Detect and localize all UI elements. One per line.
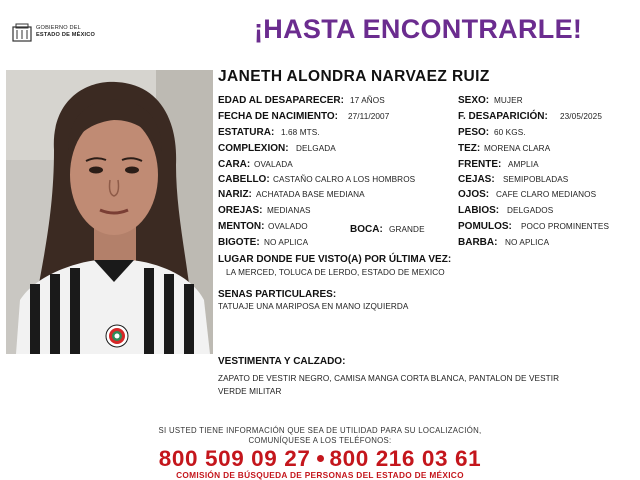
- disappearance-date-label: F. DESAPARICIÓN:: [458, 111, 548, 122]
- mustache-label: BIGOTE:: [218, 237, 260, 248]
- lips-label: LABIOS:: [458, 205, 500, 216]
- cheekbones-label: POMULOS:: [458, 221, 512, 232]
- age-value: 17 AÑOS: [350, 96, 385, 105]
- clothing-line-2: VERDE MILITAR: [218, 387, 282, 396]
- mustache-value: NO APLICA: [264, 238, 309, 247]
- marks-label: SENAS PARTICULARES:: [218, 289, 337, 300]
- government-logo: [12, 20, 124, 46]
- ears-value: MEDIANAS: [267, 206, 311, 215]
- gov-line-1: GOBIERNO DEL: [36, 25, 81, 31]
- mouth-value: GRANDE: [389, 225, 425, 234]
- lips-value: DELGADOS: [507, 206, 554, 215]
- chin-label: MENTON:: [218, 221, 265, 232]
- phone-numbers: [0, 446, 640, 472]
- disappearance-date-value: 23/05/2025: [560, 112, 602, 121]
- cheekbones-value: POCO PROMINENTES: [521, 222, 610, 231]
- sex-label: SEXO:: [458, 95, 490, 106]
- nose-value: ACHATADA BASE MEDIANA: [256, 190, 365, 199]
- nose-label: NARIZ:: [218, 189, 252, 200]
- height-value: 1.68 MTS.: [281, 128, 320, 137]
- eyes-label: OJOS:: [458, 189, 490, 200]
- separator-dot-icon: [317, 455, 324, 462]
- marks-value: TATUAJE UNA MARIPOSA EN MANO IZQUIERDA: [218, 302, 409, 311]
- face-label: CARA:: [218, 159, 251, 170]
- skin-label: TEZ:: [458, 143, 481, 154]
- build-label: COMPLEXION:: [218, 143, 289, 154]
- hair-label: CABELLO:: [218, 174, 270, 185]
- weight-value: 60 KGS.: [494, 128, 526, 137]
- clothing-label: VESTIMENTA Y CALZADO:: [218, 356, 346, 367]
- build-value: DELGADA: [296, 144, 336, 153]
- hair-value: CASTAÑO CALRO A LOS HOMBROS: [273, 175, 416, 184]
- height-label: ESTATURA:: [218, 127, 275, 138]
- birthdate-value: 27/11/2007: [348, 112, 390, 121]
- forehead-label: FRENTE:: [458, 159, 502, 170]
- eyes-value: CAFE CLARO MEDIANOS: [496, 190, 597, 199]
- forehead-value: AMPLIA: [508, 160, 539, 169]
- chin-value: OVALADO: [268, 222, 308, 231]
- skin-value: MORENA CLARA: [484, 144, 551, 153]
- mouth-label: BOCA:: [350, 224, 383, 235]
- headline: ¡HASTA ENCONTRARLE!: [254, 14, 583, 44]
- last-seen-value: LA MERCED, TOLUCA DE LERDO, ESTADO DE MEXICO: [226, 268, 445, 277]
- face-value: OVALADA: [254, 160, 293, 169]
- contact-info: [0, 426, 640, 445]
- beard-label: BARBA:: [458, 237, 498, 248]
- birthdate-label: FECHA DE NACIMIENTO:: [218, 111, 338, 122]
- weight-label: PESO:: [458, 127, 490, 138]
- person-name: JANETH ALONDRA NARVAEZ RUIZ: [218, 68, 490, 85]
- ears-label: OREJAS:: [218, 205, 263, 216]
- state-seal-icon: [12, 22, 32, 42]
- gov-line-2: ESTADO DE MÉXICO: [36, 31, 96, 38]
- phone-number-2[interactable]: 800 216 03 61: [329, 446, 482, 471]
- eyebrows-label: CEJAS:: [458, 174, 495, 185]
- missing-person-photo: [6, 70, 213, 354]
- contact-info-line-1: SI USTED TIENE INFORMACIÓN QUE SEA DE UTILIDAD PARA SU LOCALIZACIÓN,: [158, 426, 482, 435]
- clothing-line-1: ZAPATO DE VESTIR NEGRO, CAMISA MANGA CORTA BLANCA, PANTALON DE VESTIR: [218, 374, 560, 383]
- eyebrows-value: SEMIPOBLADAS: [503, 175, 569, 184]
- sex-value: MUJER: [494, 96, 523, 105]
- beard-value: NO APLICA: [505, 238, 550, 247]
- last-seen-label: LUGAR DONDE FUE VISTO(A) POR ÚLTIMA VEZ:: [218, 254, 452, 265]
- age-label: EDAD AL DESAPARECER:: [218, 95, 344, 106]
- phone-number-1[interactable]: 800 509 09 27: [158, 446, 311, 471]
- contact-info-line-2: COMUNÍQUESE A LOS TELÉFONOS:: [248, 435, 392, 445]
- commission-name: COMISIÓN DE BÚSQUEDA DE PERSONAS DEL ESTADO DE MÉXICO: [176, 470, 464, 480]
